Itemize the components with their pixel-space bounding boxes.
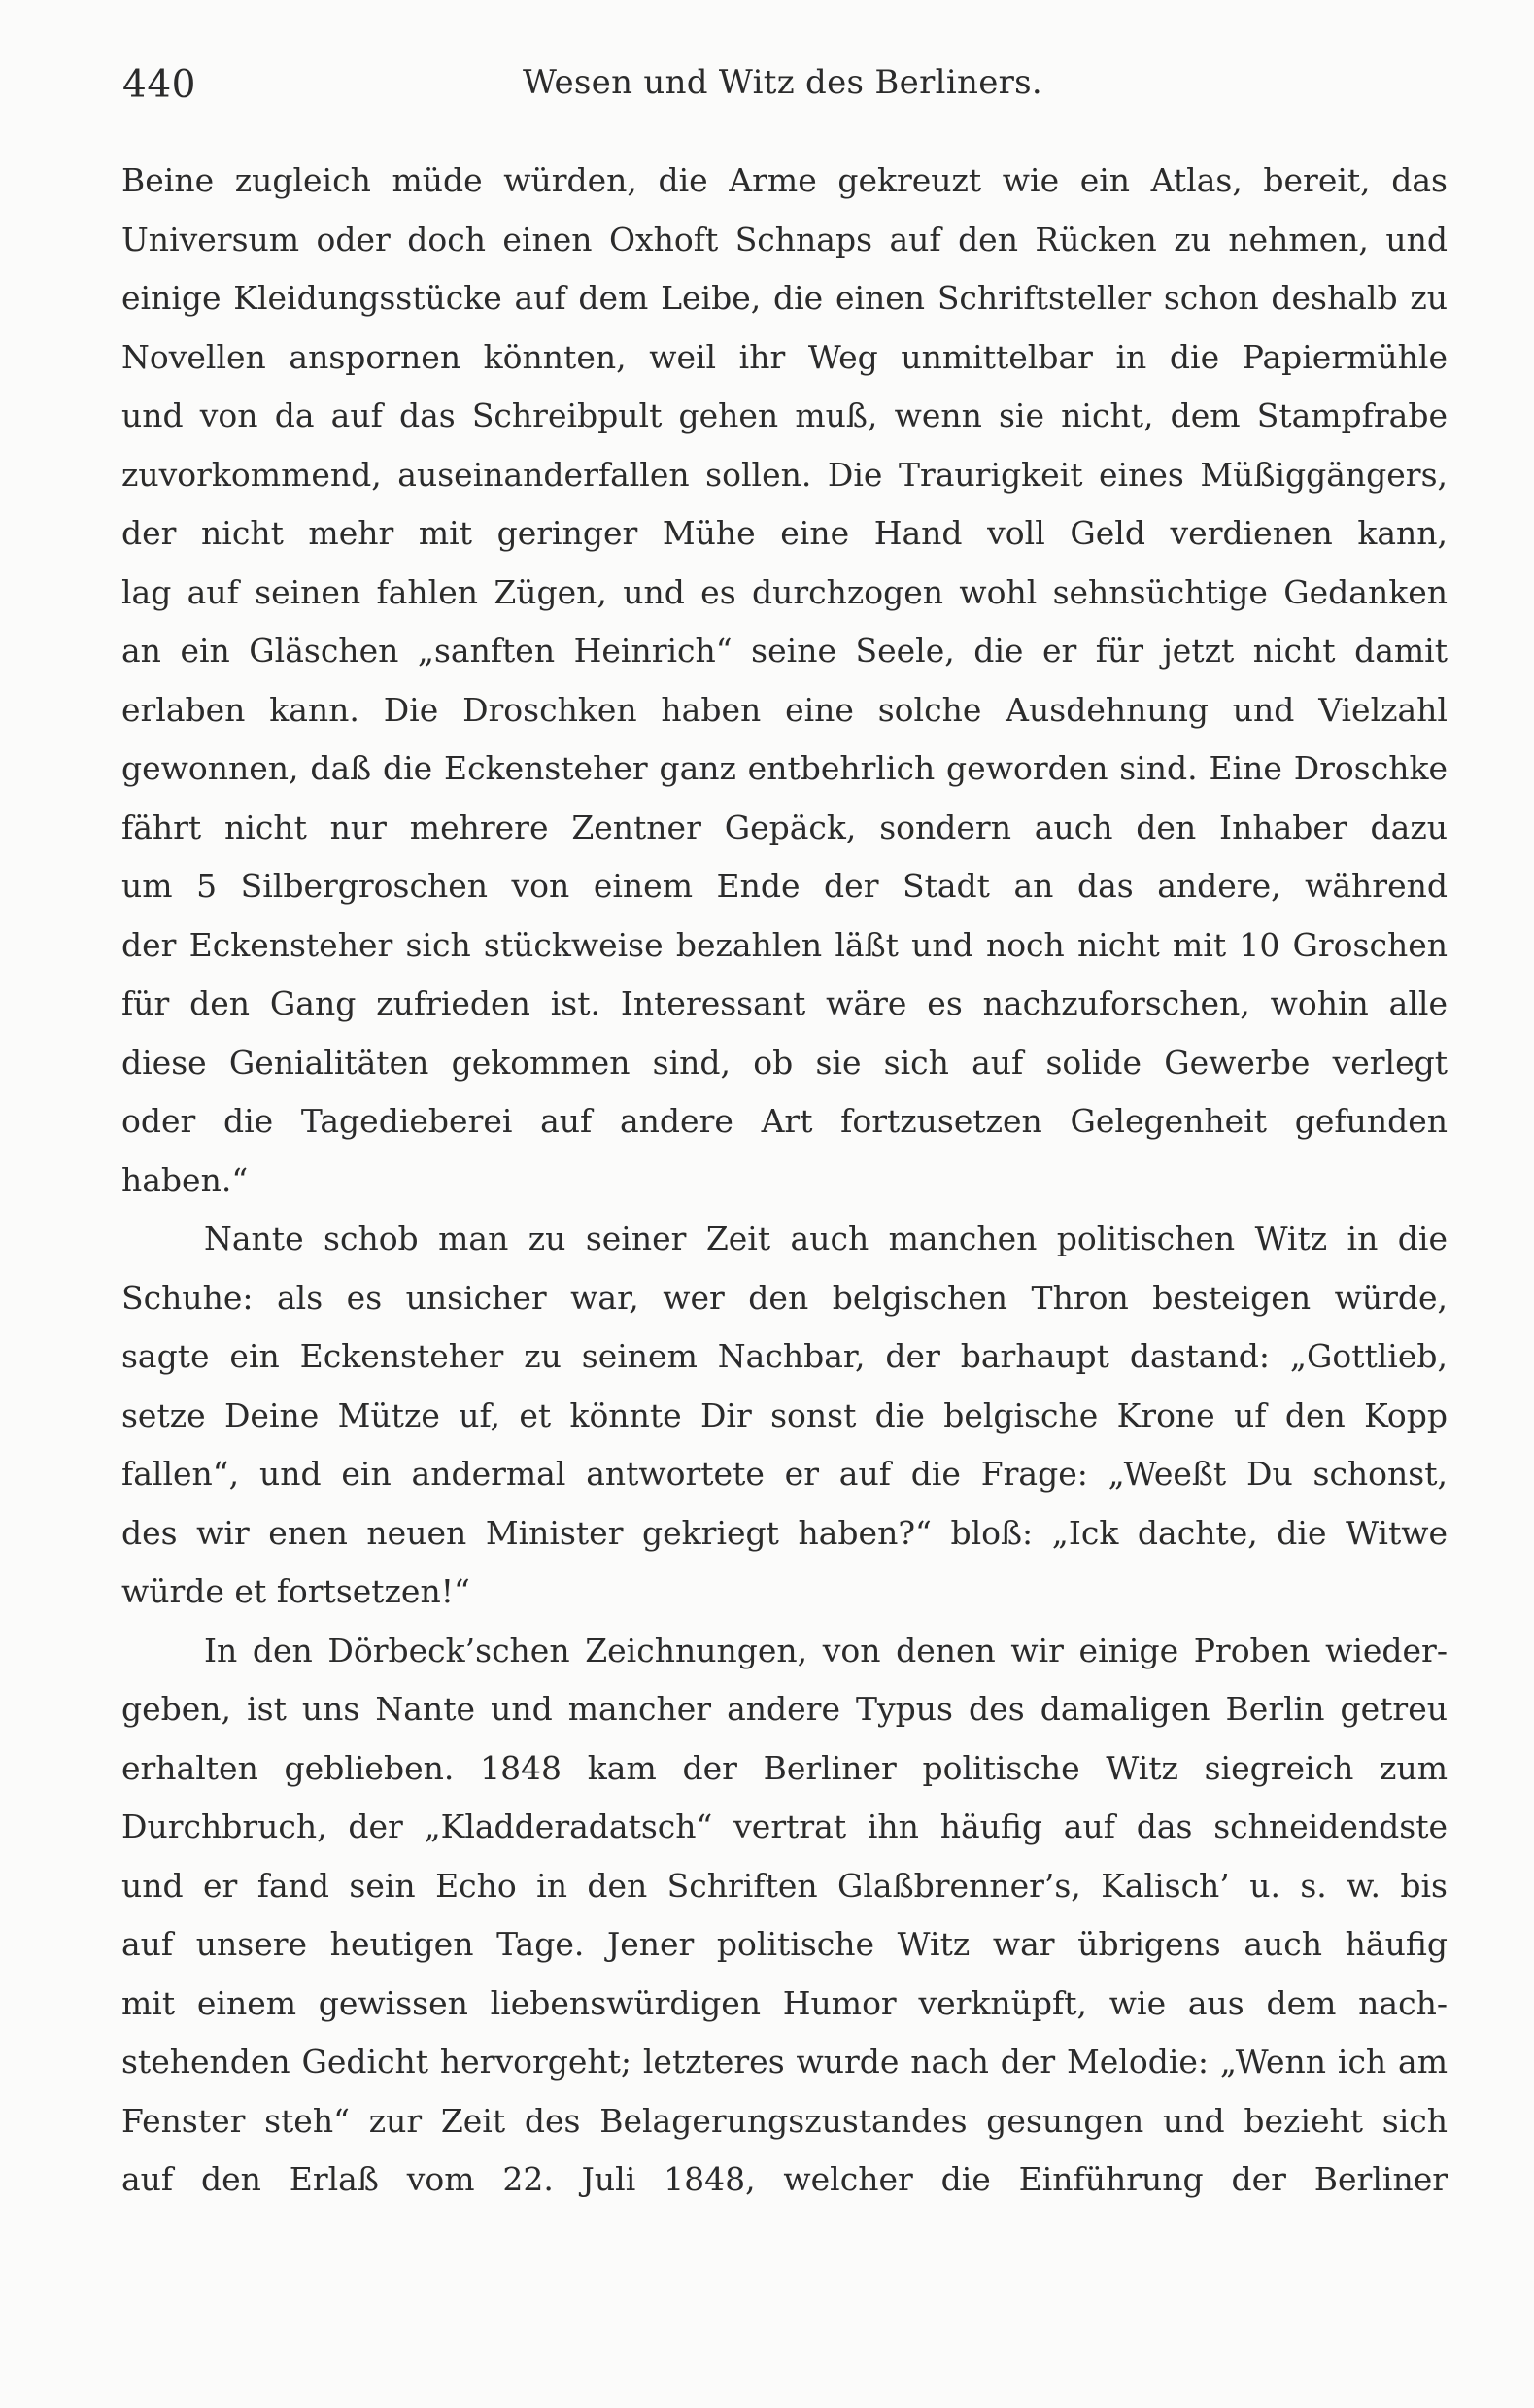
text-line: fallen“, und ein andermal antwortete er auf die Frage: „Weeßt Du schonst,: [121, 1455, 1448, 1493]
page-number: 440: [122, 63, 196, 107]
text-line: haben.“: [121, 1160, 249, 1199]
body-text: [121, 152, 1448, 2210]
text-line: fährt nicht nur mehrere Zentner Gepäck, sondern auch den Inhaber dazu: [121, 808, 1448, 846]
text-line: zuvorkommend, auseinanderfallen sollen. Die Traurigkeit eines Müßiggängers,: [121, 455, 1448, 494]
text-line: der Eckensteher sich stückweise bezahlen läßt und noch nicht mit 10 Groschen: [121, 925, 1448, 964]
text-line: gewonnen, daß die Eckensteher ganz entbehrlich geworden sind. Eine Droschke: [121, 749, 1448, 787]
text-line: und er fand sein Echo in den Schriften Glaßbrenner’s, Kalisch’ u. s. w. bis: [121, 1866, 1448, 1905]
text-line: lag auf seinen fahlen Zügen, und es durchzogen wohl sehnsüchtige Gedanken: [121, 572, 1448, 611]
text-line: der nicht mehr mit geringer Mühe eine Hand voll Geld verdienen kann,: [121, 514, 1448, 552]
text-line: geben, ist uns Nante und mancher andere Typus des damaligen Berlin getreu: [121, 1690, 1448, 1728]
text-line: für den Gang zufrieden ist. Interessant wäre es nachzuforschen, wohin alle: [121, 984, 1448, 1022]
text-line: Fenster steh“ zur Zeit des Belagerungszustandes gesungen und bezieht sich: [121, 2101, 1448, 2140]
text-line: erlaben kann. Die Droschken haben eine solche Ausdehnung und Vielzahl: [121, 690, 1448, 729]
text-line: Beine zugleich müde würden, die Arme gekreuzt wie ein Atlas, bereit, das: [121, 161, 1448, 199]
text-line: mit einem gewissen liebenswürdigen Humor verknüpft, wie aus dem nach-: [121, 1983, 1448, 2022]
text-line: würde et fortsetzen!“: [121, 1572, 470, 1610]
running-title: Wesen und Witz des Berliners.: [523, 63, 1043, 102]
text-line: auf den Erlaß vom 22. Juli 1848, welcher die Einführung der Berliner: [121, 2160, 1448, 2198]
text-line: oder die Tagedieberei auf andere Art fortzusetzen Gelegenheit gefunden: [121, 1102, 1448, 1140]
text-line: des wir enen neuen Minister gekriegt haben?“ bloß: „Ick dachte, die Witwe: [121, 1513, 1448, 1552]
text-line: Durchbruch, der „Kladderadatsch“ vertrat ihn häufig auf das schneidendste: [121, 1807, 1448, 1845]
text-line: sagte ein Eckensteher zu seinem Nachbar, der barhaupt dastand: „Gottlieb,: [121, 1337, 1448, 1375]
text-line: In den Dörbeck’schen Zeichnungen, von denen wir einige Proben wieder-: [204, 1631, 1448, 1669]
text-line: Novellen anspornen könnten, weil ihr Weg unmittelbar in die Papiermühle: [121, 337, 1448, 376]
text-line: stehenden Gedicht hervorgeht; letzteres wurde nach der Melodie: „Wenn ich am: [121, 2043, 1448, 2081]
text-line: um 5 Silbergroschen von einem Ende der Stadt an das andere, während: [121, 867, 1448, 905]
text-line: Nante schob man zu seiner Zeit auch manchen politischen Witz in die: [204, 1220, 1448, 1257]
page-header: [122, 62, 1415, 120]
text-line: Universum oder doch einen Oxhoft Schnaps auf den Rücken zu nehmen, und: [121, 220, 1448, 258]
text-line: einige Kleidungsstücke auf dem Leibe, die einen Schriftsteller schon deshalb zu: [121, 279, 1448, 317]
text-line: auf unsere heutigen Tage. Jener politische Witz war übrigens auch häufig: [121, 1925, 1448, 1963]
text-line: und von da auf das Schreibpult gehen muß, wenn sie nicht, dem Stampfrabe: [121, 396, 1448, 434]
text-line: setze Deine Mütze uf, et könnte Dir sonst die belgische Krone uf den Kopp: [121, 1395, 1448, 1434]
text-line: an ein Gläschen „sanften Heinrich“ seine Seele, die er für jetzt nicht damit: [121, 632, 1448, 670]
text-line: diese Genialitäten gekommen sind, ob sie sich auf solide Gewerbe verlegt: [121, 1043, 1448, 1082]
text-line: Schuhe: als es unsicher war, wer den belgischen Thron besteigen würde,: [121, 1278, 1448, 1317]
text-line: erhalten geblieben. 1848 kam der Berliner politische Witz siegreich zum: [121, 1748, 1448, 1787]
